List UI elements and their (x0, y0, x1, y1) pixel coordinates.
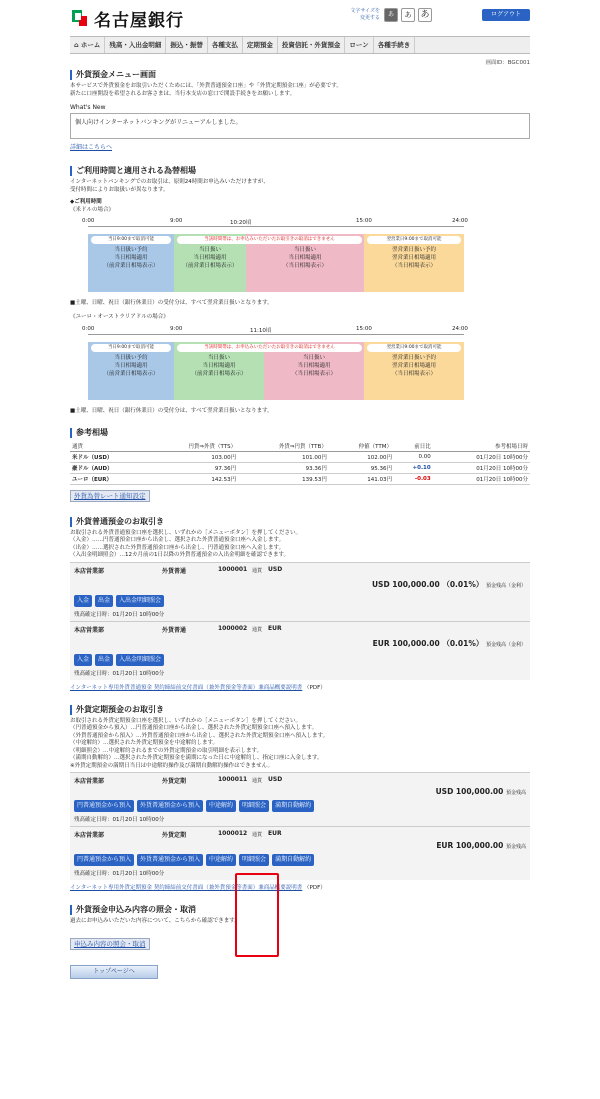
col-header: 仲値（TTM） (329, 441, 394, 452)
hours-desc-2: 受付時間によりお取扱いが異なります。 (70, 186, 169, 193)
header (0, 0, 600, 34)
eur-timeline (70, 326, 530, 402)
block-line: （当日相場表示） (282, 263, 327, 269)
block-header: 当該時間帯は、お申込みいただいたお取引きの取消はできません (177, 344, 362, 352)
nav-home-label: ホーム (80, 41, 101, 49)
tick: 9:00 (170, 325, 183, 332)
block-line: 当日相場適用 (114, 362, 148, 369)
table-row (70, 473, 530, 484)
time-title: 外貨定期預金のお取引き (70, 705, 530, 715)
block-line: 当日扱い (207, 354, 230, 361)
highlight-frame (235, 873, 279, 957)
block-header: 当日9:00まで取消可能 (91, 344, 171, 352)
block-line: （当日相場表示） (391, 263, 436, 269)
tick: 0:00 (82, 218, 95, 224)
col-header: 参考相場日時 (433, 441, 530, 452)
updated-time: 残高確定日時：01月20日 10時00分 (74, 817, 165, 823)
tick: 0:00 (82, 325, 95, 332)
block-line: 当日扱い (293, 247, 316, 253)
cell: -0.03 (394, 473, 433, 484)
logo-mark-icon (72, 10, 88, 28)
rate-header-row (70, 441, 530, 452)
block-before-9 (88, 234, 174, 292)
branch: 本店営業部 (74, 778, 105, 785)
currency-label: 通貨 (252, 567, 263, 574)
account-number: 1000012 (218, 830, 248, 837)
menu-desc-2: 新たに口座開設を希望されるお客さまは、当行本支店の窓口で開設手続きをお願いします。 (70, 90, 296, 97)
col-header: 外貨⇒円貨（TTB） (238, 441, 329, 452)
time-doc-link[interactable]: インターネット専用外貨定期預金 契約締結前交付書面（兼外貨預金等書面）兼商品概要説明書 (70, 885, 303, 891)
pdf-label: （PDF） (304, 684, 326, 691)
tick: 15:00 (356, 218, 372, 224)
detail-link[interactable]: 詳細はこちらへ (70, 144, 113, 151)
timeline-axis (88, 226, 464, 230)
detail-button[interactable]: 明細照会 (239, 800, 269, 812)
detail-button[interactable]: 明細照会 (239, 854, 269, 866)
cell: 102.00円 (329, 451, 394, 462)
currency-label: 通貨 (252, 626, 263, 633)
bank-name: 名古屋銀行 (94, 11, 184, 31)
block-line: 当日相場適用 (297, 362, 331, 369)
nav-investment[interactable]: 投資信託・外貨預金 (278, 37, 346, 53)
ordinary-doc-link[interactable]: インターネット専用外貨普通預金 契約締結前交付書面（兼外貨預金等書面）兼商品概要説明書 (70, 684, 303, 691)
block-line: 翌営業日扱い予約 (391, 247, 436, 253)
account-type: 外貨普通 (162, 626, 187, 634)
history-button[interactable]: 入出金明細照会 (116, 595, 164, 607)
account-type: 外貨普通 (162, 567, 187, 575)
branch: 本店営業部 (74, 832, 105, 839)
ordinary-desc: お取引される外貨普通預金口座を選択し、いずれかの［メニューボタン］を押してください。 (70, 529, 302, 536)
updated-time: 残高確定日時：01月20日 10時00分 (74, 670, 165, 677)
nav-transfer[interactable]: 振込・振替 (166, 37, 208, 53)
account-number: 1000001 (218, 565, 248, 573)
menu-desc-1: 本サービスで外貨預金をお取引いただくためには、「外貨普通預金口座」や「外貨定期預金口座」が必要です。 (70, 83, 342, 89)
cell: +0.10 (394, 462, 433, 473)
col-header: 前日比 (394, 441, 433, 452)
currency-label: 通貨 (252, 778, 263, 784)
time-desc: お取引される外貨定期預金口座を選択し、いずれかの［メニューボタン］を押してください。 (70, 717, 302, 724)
time-desc: （満期自動解約）…選択された外貨定期預金を満期になった日に中途解約し、指定口座に入金します。 (70, 755, 323, 761)
holiday-note: ■土曜、日曜、祝日（銀行休業日）の受付分は、すべて翌営業日扱いとなります。 (70, 300, 273, 306)
rate-notify-button[interactable]: 外貨為替レート通知設定 (70, 490, 150, 502)
ordinary-title: 外貨普通預金のお取引き (70, 517, 530, 527)
eur-label: 《ユーロ・オーストラリアドルの場合》 (70, 314, 169, 320)
time-desc: ※外貨定期預金の満期日当日は中途解約操作及び満期自動解約操作はできません。 (70, 762, 273, 769)
balance-unit: 預金残高 (505, 790, 526, 796)
early-cancel-button[interactable]: 中途解約 (206, 800, 236, 812)
tick: 15:00 (356, 325, 372, 332)
tick: 24:00 (452, 218, 468, 224)
updated-time: 残高確定日時：01月20日 10時00分 (74, 611, 165, 618)
hours-sub: ◆ご利用時間 (70, 199, 102, 205)
currency-label: 通貨 (252, 832, 263, 838)
currency: EUR (268, 830, 282, 837)
updated-time: 残高確定日時：01月20日 10時00分 (74, 871, 165, 877)
global-nav (70, 36, 530, 54)
cell: 豪ドル（AUD） (70, 462, 148, 473)
screen-id: 画面ID：BGC001 (485, 60, 530, 66)
cell: ユーロ（EUR） (70, 473, 148, 484)
deposit-button[interactable]: 入金 (74, 595, 92, 607)
col-header: 円貨⇒外貨（TTS） (148, 441, 238, 452)
cell: 米ドル（USD） (70, 451, 148, 462)
cell: 139.53円 (238, 473, 329, 484)
ordinary-desc: （出金）……選択された外貨普通預金口座から出金し、円普通預金口座へ入金します。 (70, 544, 285, 551)
cell: 0.00 (394, 451, 433, 462)
news-box: 個人向けインターネットバンキングがリニューアルしました。 (70, 113, 530, 139)
rates-title: 参考相場 (70, 428, 530, 438)
balance: EUR 100,000.00 （0.01%） (372, 638, 484, 648)
withdraw-button[interactable]: 出金 (95, 654, 113, 666)
balance: EUR 100,000.00 (436, 841, 504, 850)
nav-payments[interactable]: 各種支払 (208, 37, 243, 53)
nav-home[interactable]: ⌂ ホーム (70, 37, 105, 53)
deposit-from-jpy-button[interactable]: 円普通預金から預入 (74, 854, 134, 866)
currency: EUR (268, 624, 282, 632)
pdf-label: （PDF） (304, 885, 326, 891)
ordinary-desc: （入出金明細照会）…12カ月前の1日以降の外貨普通預金の入出金明細を確認できます。 (70, 552, 290, 558)
nav-balance[interactable]: 残高・入出金明細 (105, 37, 166, 53)
block-line: （当日相場表示） (391, 370, 436, 377)
block-line: （前営業日相場表示） (103, 263, 159, 269)
block-after-15 (364, 234, 464, 292)
deposit-from-fx-button[interactable]: 外貨普通預金から預入 (137, 800, 203, 812)
table-row (70, 451, 530, 462)
auto-cancel-button[interactable]: 満期自動解約 (272, 800, 314, 812)
balance-unit: 預金残高（金利） (485, 641, 526, 648)
block-line: 翌営業日相場適用 (391, 362, 436, 369)
nav-time-deposit[interactable]: 定期預金 (243, 37, 278, 53)
block-header: 当日9:00まで取消可能 (91, 236, 171, 244)
block-line: 当日相場適用 (193, 255, 227, 261)
page-title: 外貨預金メニュー画面 (70, 70, 530, 80)
ordinary-desc: （入金）……円普通預金口座から出金し、選択された外貨普通預金口座へ入金します。 (70, 537, 285, 543)
top-page-button[interactable]: トップページへ (70, 965, 158, 979)
tick: 10:20頃 (230, 220, 252, 226)
balance: USD 100,000.00 （0.01%） (371, 579, 484, 589)
nav-loan[interactable]: ローン (345, 37, 373, 53)
font-size-large-button[interactable]: あ (418, 8, 432, 22)
balance-unit: 預金残高 (505, 844, 526, 850)
font-size-label: 文字サイズを変更する (350, 8, 380, 21)
account-type: 外貨定期 (162, 778, 187, 785)
hours-title: ご利用時間と適用される為替相場 (70, 166, 530, 176)
tick: 11:10頃 (250, 327, 272, 334)
hours-desc-1: インターネットバンキングでのお取引は、原則24時間お申込みいただけますが、 (70, 179, 269, 185)
account-number: 1000002 (218, 624, 248, 632)
block-line: 翌営業日相場適用 (391, 255, 436, 261)
cell: 97.36円 (148, 462, 238, 473)
cell: 142.53円 (148, 473, 238, 484)
timeline-axis (88, 334, 464, 338)
cell: 95.36円 (329, 462, 394, 473)
col-header: 通貨 (70, 441, 148, 452)
inquiry-title: 外貨預金申込み内容の照会・取消 (70, 905, 530, 915)
block-line: 当日扱い (198, 247, 221, 253)
holiday-note: ■土曜、日曜、祝日（銀行休業日）の受付分は、すべて翌営業日扱いとなります。 (70, 407, 273, 414)
font-size-medium-button[interactable]: あ (401, 8, 415, 22)
history-button[interactable]: 入出金明細照会 (116, 654, 164, 666)
cell: 101.00円 (238, 451, 329, 462)
time-account-row-eur (70, 826, 530, 880)
block-line: 当日相場適用 (202, 362, 236, 369)
time-desc: （外貨普通預金から預入）…外貨普通預金口座から出金し、選択された外貨定期預金口座へ預入します。 (70, 732, 329, 739)
deposit-button[interactable]: 入金 (74, 654, 92, 666)
tick: 24:00 (452, 325, 468, 332)
cell: 01月20日 10時00分 (433, 473, 530, 484)
currency: USD (268, 776, 283, 783)
block-line: 当日扱い予約 (114, 354, 148, 361)
block-line: （前営業日相場表示） (182, 263, 238, 269)
account-row-eur (70, 621, 530, 680)
branch: 本店営業部 (74, 626, 105, 634)
block-before-9 (88, 342, 174, 400)
account-row-usd (70, 562, 530, 621)
currency: USD (268, 565, 283, 573)
cell: 01月20日 10時00分 (433, 462, 530, 473)
block-after-15 (364, 342, 464, 400)
balance-unit: 預金残高（金利） (485, 582, 526, 589)
deposit-from-jpy-button[interactable]: 円普通預金から預入 (74, 800, 134, 812)
rate-table (70, 441, 530, 485)
table-row (70, 462, 530, 473)
nav-procedures[interactable]: 各種手続き (374, 37, 416, 53)
bank-logo[interactable] (72, 6, 184, 31)
cell: 141.03円 (329, 473, 394, 484)
time-account-row-usd (70, 772, 530, 826)
block-line: 当日扱い (302, 354, 325, 361)
block-line: （前営業日相場表示） (103, 370, 159, 377)
block-header: 当該時間帯は、お申込みいただいたお取引きの取消はできません (177, 236, 362, 244)
branch: 本店営業部 (74, 567, 105, 575)
usd-timeline (70, 218, 530, 294)
cell: 01月20日 10時00分 (433, 451, 530, 462)
withdraw-button[interactable]: 出金 (95, 595, 113, 607)
block-line: 当日扱い予約 (114, 247, 148, 253)
account-type: 外貨定期 (162, 832, 187, 839)
account-number: 1000011 (218, 776, 248, 783)
font-size-small-button[interactable]: あ (384, 8, 398, 22)
auto-cancel-button[interactable]: 満期自動解約 (272, 854, 314, 866)
block-line: 当日相場適用 (114, 255, 148, 261)
balance: USD 100,000.00 (435, 787, 504, 796)
usd-label: 《米ドルの場合》 (70, 206, 115, 213)
deposit-from-fx-button[interactable]: 外貨普通預金から預入 (137, 854, 203, 866)
block-line: （前営業日相場表示） (191, 370, 247, 377)
inquiry-button[interactable]: 申込み内容の照会・取消 (70, 938, 150, 950)
tick: 9:00 (170, 218, 183, 224)
early-cancel-button[interactable]: 中途解約 (206, 854, 236, 866)
block-line: （当日相場表示） (291, 370, 336, 377)
cell: 103.00円 (148, 451, 238, 462)
block-line: 翌営業日扱い予約 (391, 354, 436, 361)
time-desc: （円普通預金から預入）…円普通預金口座から出金し、選択された外貨定期預金口座へ預入します。 (70, 725, 318, 731)
logout-button[interactable]: ログアウト (482, 9, 530, 21)
cell: 93.36円 (238, 462, 329, 473)
block-header: 翌営業日9:00まで取消可能 (367, 236, 461, 244)
inquiry-desc: 過去にお申込みいただいた内容について、こちらから確認できます。 (70, 918, 240, 924)
block-header: 翌営業日9:00まで取消可能 (367, 344, 461, 352)
whats-new-label: What's New (70, 104, 106, 111)
time-desc: （明細照会）…中途解約されるまでの外貨定期預金の取引明細を表示します。 (70, 747, 263, 754)
block-line: 当日相場適用 (288, 255, 322, 261)
time-desc: （中途解約）…選択された外貨定期預金を中途解約します。 (70, 740, 219, 746)
